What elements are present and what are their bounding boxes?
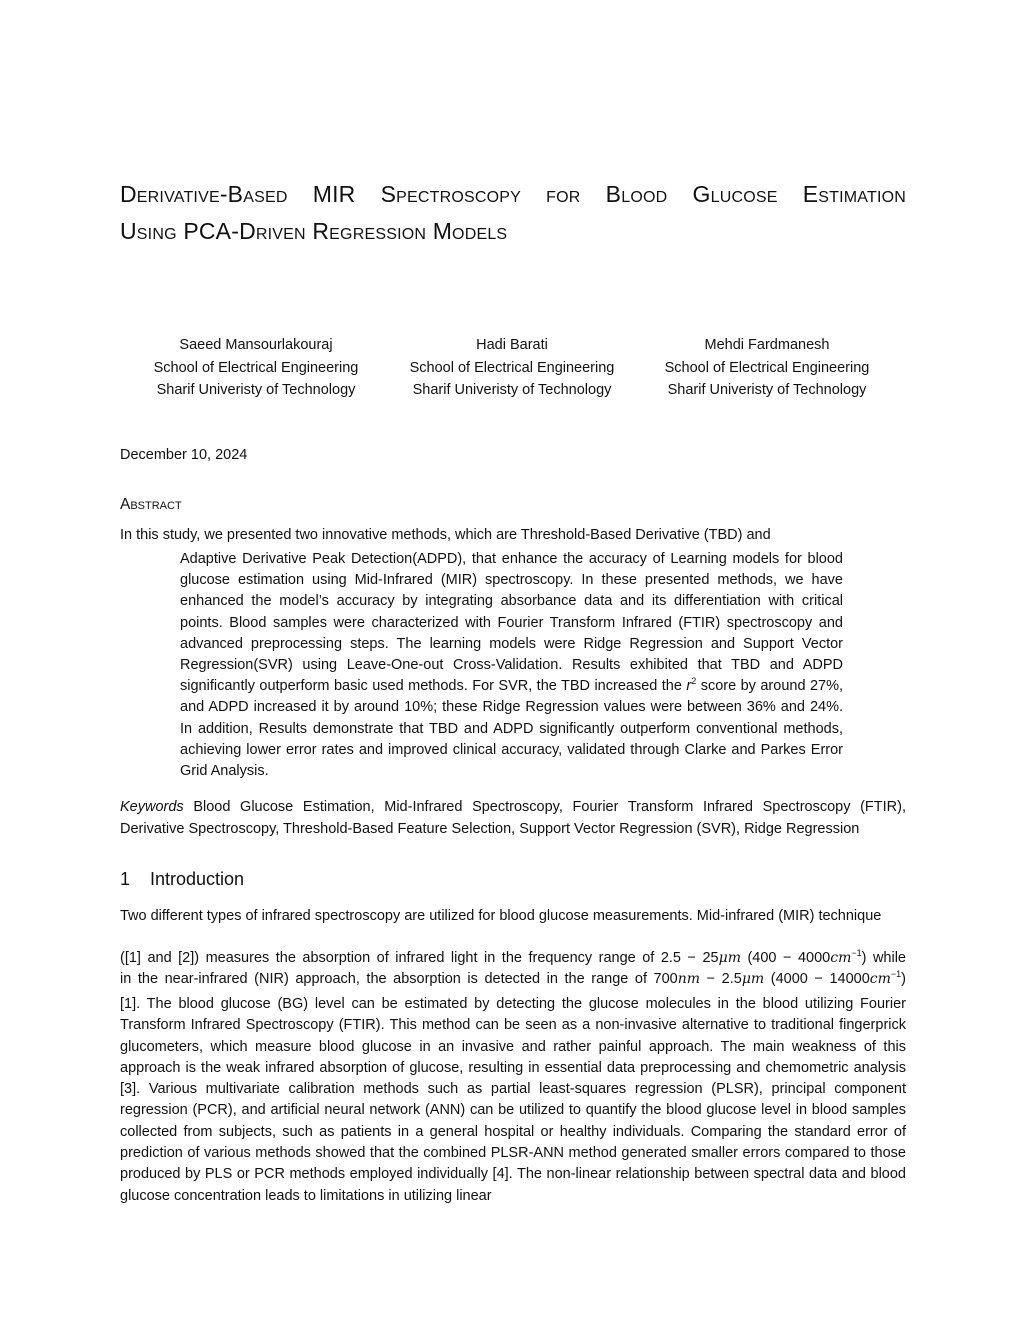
- author-school: School of Electrical Engineering: [153, 359, 359, 376]
- author-school: School of Electrical Engineering: [409, 359, 615, 376]
- abstract-text-part-1: Adaptive Derivative Peak Detection(ADPD), that enhance the accuracy of Learning models for blood glucose estimation using Mid-Infrared (MIR) spectroscopy. In these presented methods, we have enhanced the model’s accuracy by integrating absorbance data and its differentiation with critical points. Blood samples were characterized with Fourier Transform Infrared (FTIR) spectroscopy and advanced preprocessing steps. The learning models were Ridge Regression and Support Vector Regression(SVR) using Leave-One-out Cross-Validation. Results exhibited that TBD and ADPD significantly outperform basic used methods. For SVR, the TBD increased the: [180, 551, 843, 695]
- r-squared-symbol: r: [686, 678, 692, 695]
- author-university: Sharif Univeristy of Technology: [667, 382, 867, 398]
- intro-paragraph-2: [120, 948, 906, 990]
- title-line-2: Using PCA-Driven Regression Models: [120, 218, 508, 244]
- intro-paragraph-3: [1]. The blood glucose (BG) level can be estimated by detecting the glucose molecules in the blood utilizing Fourier Transform Infrared Spectroscopy (FTIR). This method can be seen as a non-invasive alternative to traditional fingerprick glucometers, which measure blood glucose in an invasive and rather painful approach. The main weakness of this approach is the weak infrared absorption of glucose, resulting in essential data preprocessing and chemometric analysis [3]. Various multivariate calibration methods such as partial least-squares regression (PLSR), principal component regression (PCR), and artificial neural network (ANN) can be utilized to quantify the blood glucose level in blood samples collected from subjects, such as patients in a general hospital or healthy individuals. Comparing the standard error of prediction of various methods showed that the combined PLSR-ANN method generated smaller errors compared to those produced by PLS or PCR methods employed individually [4]. The non-linear relationship between spectral data and blood glucose concentration leads to limitations in utilizing linear: [120, 996, 906, 1204]
- title-line-1: Derivative-Based MIR Spectroscopy for Blood Glucose Estimation: [120, 181, 906, 207]
- author-name: Hadi Barati: [476, 337, 548, 353]
- abstract-first-line: In this study, we presented two innovative methods, which are Threshold-Based Derivative (TBD) and: [120, 527, 771, 543]
- section-number: 1: [120, 869, 131, 889]
- author-1: [126, 334, 386, 402]
- keywords: [120, 797, 906, 840]
- author-school: School of Electrical Engineering: [664, 359, 870, 376]
- paper-title: [120, 176, 906, 250]
- abstract-text-part-2: score by around 27%, and ADPD increased it by around 10%; these Ridge Regression values were between 36% and 24%. In addition, Results demonstrate that TBD and ADPD significantly outperform conventional methods, achieving lower error rates and improved clinical accuracy, validated through Clarke and Parkes Error Grid Analysis.: [180, 678, 844, 780]
- author-university: Sharif Univeristy of Technology: [156, 382, 356, 398]
- section-heading-introduction: [120, 869, 244, 890]
- keywords-label: Keywords: [120, 799, 184, 815]
- intro-p2-line-2: in the near-infrared (NIR) approach, the absorption is detected in the range of 700nm − 2.5μm $(4000 - 14000cm^{-1})$: [120, 969, 906, 988]
- intro-paragraph-1: Two different types of infrared spectroscopy are utilized for blood glucose measurements. Mid-infrared (MIR) technique: [120, 908, 882, 924]
- keywords-text: Blood Glucose Estimation, Mid-Infrared Spectroscopy, Fourier Transform Infrared Spectroscopy (FTIR), Derivative Spectroscopy, Threshold-Based Feature Selection, Support Vector Regression (SVR), Ridge Regression: [120, 799, 907, 837]
- r-squared-exponent: 2: [691, 676, 697, 687]
- abstract-body: [180, 549, 843, 782]
- author-name: Saeed Mansourlakouraj: [179, 337, 333, 353]
- intro-p2-line-1: ([1] and [2]) measures the absorption of infrared light in the frequency range of 2.5 − 25μm $(400 - 4000cm^{-1})$ while: [120, 948, 906, 966]
- section-title: Introduction: [150, 869, 245, 889]
- author-3: [637, 334, 897, 402]
- abstract-heading: Abstract: [120, 496, 182, 513]
- author-2: [382, 334, 642, 402]
- author-university: Sharif Univeristy of Technology: [412, 382, 612, 398]
- publication-date: December 10, 2024: [120, 447, 248, 463]
- author-block: [0, 334, 1024, 414]
- author-name: Mehdi Fardmanesh: [704, 337, 830, 353]
